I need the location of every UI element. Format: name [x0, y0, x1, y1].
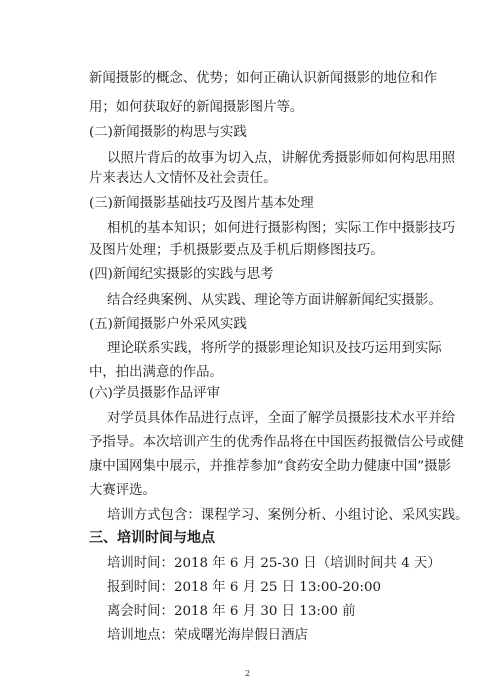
body-text-line: 培训地点：荣成曙光海岸假日酒店: [107, 628, 308, 643]
body-text-line: 培训方式包含：课程学习、案例分析、小组讨论、采风实践。: [107, 508, 469, 523]
body-text-line: 用；如何获取好的新闻摄影图片等。: [89, 100, 304, 115]
body-text-line: 大赛评选。: [89, 483, 156, 498]
page-number: 2: [244, 669, 251, 678]
body-text-line: 康中国网集中展示，并推荐参加“食药安全助力健康中国”摄影: [89, 459, 451, 474]
section-subheading: (五)新闻摄影户外采风实践: [89, 317, 247, 332]
section-heading: 三、培训时间与地点: [89, 530, 215, 546]
body-text-line: 中，拍出满意的作品。: [89, 365, 223, 380]
body-text-line: 对学员具体作品进行点评，全面了解学员摄影技术水平并给: [107, 411, 456, 426]
body-text-line: 培训时间：2018 年 6 月 25-30 日（培训时间共 4 天）: [107, 556, 441, 571]
body-text-line: 离会时间：2018 年 6 月 30 日 13:00 前: [107, 604, 356, 619]
body-text-line: 以照片背后的故事为切入点，讲解优秀摄影师如何构思用照: [107, 151, 456, 166]
body-text-line: 结合经典案例、从实践、理论等方面讲解新闻纪实摄影。: [107, 293, 442, 308]
section-subheading: (六)学员摄影作品评审: [89, 386, 220, 401]
section-subheading: (四)新闻纪实摄影的实践与思考: [89, 267, 274, 282]
body-text-line: 理论联系实践，将所学的摄影理论知识及技巧运用到实际: [107, 341, 442, 356]
body-text-line: 报到时间：2018 年 6 月 25 日 13:00-20:00: [107, 580, 382, 595]
body-text-line: 相机的基本知识；如何进行摄影构图；实际工作中摄影技巧: [107, 221, 456, 236]
body-text-line: 及图片处理；手机摄影要点及手机后期修图技巧。: [89, 243, 384, 258]
body-text-line: 新闻摄影的概念、优势；如何正确认识新闻摄影的地位和作: [89, 71, 438, 86]
section-subheading: (三)新闻摄影基础技巧及图片基本处理: [89, 196, 314, 211]
body-text-line: 片来表达人文情怀及社会责任。: [89, 171, 277, 186]
section-subheading: (二)新闻摄影的构思与实践: [89, 125, 247, 140]
body-text-line: 予指导。本次培训产生的优秀作品将在中国医药报微信公号或健: [89, 435, 464, 450]
